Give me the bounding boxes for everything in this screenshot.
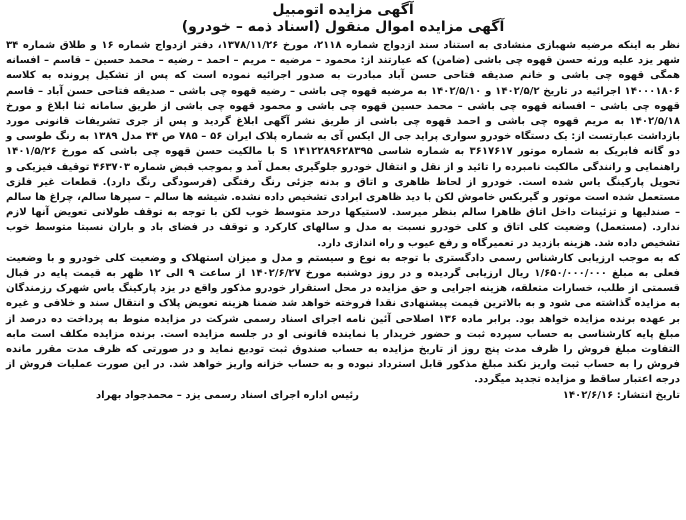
notice-paragraph-2: که به موجب ارزیابی کارشناس رسمی دادگستری با توجه به نوع و سیستم و مدل و میزان استهلاک و وضعیت کلی خودرو و با وضعیت فعلی به مبلغ ۱/۶۵۰/۰۰۰/۰۰۰ ریال ارزیابی گردیده و در روز دوشنبه مورخ ۱۴۰۲/۶/۲۷ از ساعت ۹ الی ۱۲ ظهر به قیمت پایه در قبال قسمتی از طلب، خسارات متعلقه، هزینه اجرایی و حق مزایده در محل استقرار خودرو مذکور واقع در یزد پارکینگ یاس شهرک رزمندگان به مزایده گذاشته می شود و به بالاترین قیمت پیشنهادی نقدا فروخته خواهد شد ضمنا هزینه تعویض پلاک و انتقال سند و خلافی و غیره بر عهده برنده مزایده خواهد بود. برابر ماده ۱۳۶ اصلاحی آئین نامه اجرای اسناد رسمی شرکت در مزایده منوط به پرداخت ده درصد از مبلغ پایه کارشناسی به حساب سپرده ثبت و حضور خریدار یا نماینده قانونی او در جلسه مزایده است. برنده مزایده مکلف است مابه التفاوت مبلغ فروش را ظرف مدت پنج روز از تاریخ مزایده به حساب صندوق ثبت تودیع نماید و در صورتی که ظرف مدت مقرر مانده فروش را به حساب ثبت واریز نکند مبلغ مذکور قابل استرداد نبوده و به حساب خزانه واریز خواهد شد. در این صورت عملیات فروش از درجه اعتبار ساقط و مزایده تجدید میگردد. bbox=[6, 252, 681, 386]
notice-title: آگهی مزایده اتومبیل bbox=[272, 2, 414, 18]
signature: رئیس اداره اجرای اسناد رسمی یزد – محمدجواد بهراد bbox=[96, 389, 359, 401]
notice-subtitle: آگهی مزایده اموال منقول (اسناد ذمه – خودرو) bbox=[181, 19, 505, 35]
notice-paragraph-1: نظر به اینکه مرضیه شهبازی منشادی به استناد سند ازدواج شماره ۲۱۱۸، مورخ ۱۳۷۸/۱۱/۲۶، دفتر ازدواج شماره ۱۶ و طلاق شماره ۳۴ شهر یزد علیه ورثه حسن قهوه چی باشی (ضامن) که عبارتند از: محمود – مرضیه – مریم – احمد – رضیه – محمد حسین – قاسم – افسانه همگی قهوه چی باشی و خانم صدیقه فتاحی حسن آباد مبادرت به صدور اجرائیه نموده است که پس از تشکیل پرونده به کلاسه ۱۴۰۰۰۱۸۰۶ اجرائیه در تاریخ ۱۴۰۲/۵/۲ و ۱۴۰۲/۵/۱۰ به مرضیه قهوه چی باشی – رضیه قهوه چی باشی – صدیقه فتاحی حسن آباد – قاسم قهوه چی باشی – افسانه قهوه چی باشی – محمد حسین قهوه چی باشی و محمود قهوه چی باشی از طریق سامانه ثنا ابلاغ و مورخ ۱۴۰۲/۵/۱۸ به مریم قهوه چی باشی و احمد قهوه چی باشی از طریق نشر آگهی ابلاغ گردید و پس از جری تشریفات قانونی مورد بازداشت عبارتست از: یک دستگاه خودرو سواری پراید جی ال ایکس آی به شماره پلاک ایران ۵۶ – ۷۸۵ ص ۴۴ مدل ۱۳۸۹ به رنگ طوسی و دو گانه فابریک به شماره موتور ۳۶۱۷۶۱۷ به شماره شاسی S ۱۴۱۲۲۸۹۶۲۸۳۹۵ با مالکیت حسن قهوه چی باشی که مورخ ۱۴۰۱/۵/۲۶ راهنمایی و رانندگی مالکیت نامبرده را تائید و از نقل و انتقال خودرو جلوگیری بعمل آمد و بموجب قبض شماره ۴۶۳۷۰۳ توقیف فیزیکی و تحویل پارکینگ یاس شده است. خودرو از لحاظ ظاهری و اتاق و بدنه جزئی رنگ رفتگی (فرسودگی رنگ دارد). قطعات غیر فلزی مستعمل شده است موتور و گیربکس خاموش لکن با دید ظاهری ابرادی تشخیص داده نشده. شیشه ها سالم – سپرها سالم، چراغ ها سالم – صندلیها و تزئینات داخل اتاق ظاهرا سالم بنظر میرسد. لاستیکها درحد متوسط خوب لکن با توجه به توقف طولانی تعویض آنها لازم ندارد. (مستعمل) وضعیت کلی اتاق و کلی خودرو نسبت به مدل و سالهای کارکرد و توقف در فضای باد و باران نسبتا متوسط خوب تشخیص داده شد. هزینه بازدید در تعمیرگاه و رفع عیوب و راه اندازی دارد. bbox=[6, 40, 681, 249]
notice-footer bbox=[6, 388, 680, 403]
publication-date: تاریخ انتشار: ۱۴۰۲/۶/۱۶ bbox=[562, 389, 680, 401]
